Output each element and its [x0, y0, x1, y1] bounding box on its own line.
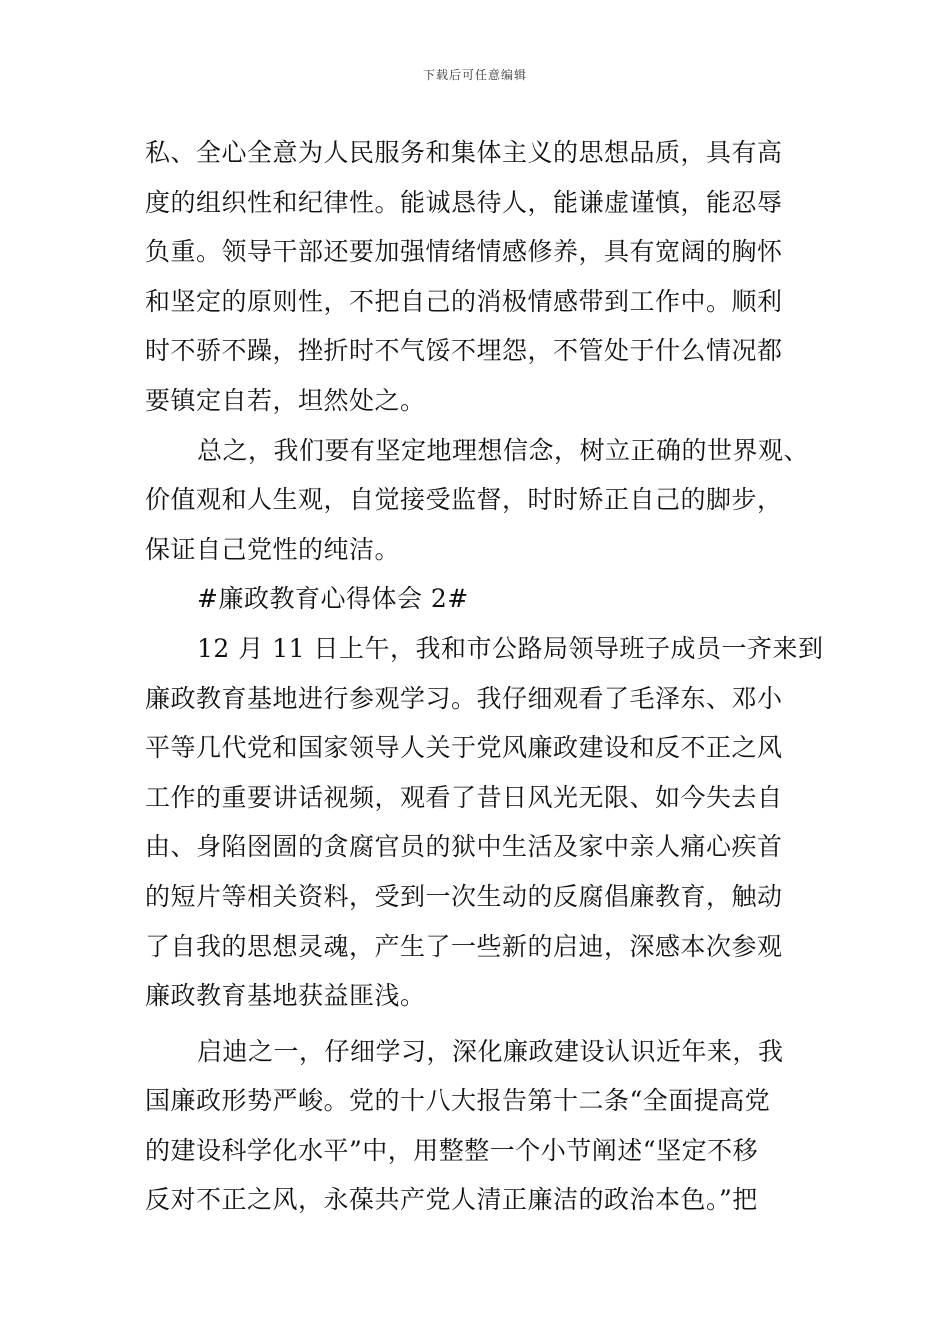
paragraph-4	[145, 1027, 835, 1225]
paragraph-1	[145, 128, 835, 426]
text-line: 了自我的思想灵魂，产生了一些新的启迪，深感本次参观	[145, 931, 783, 961]
document-body	[145, 128, 835, 1225]
text-line: 启迪之一，仔细学习，深化廉政建设认识近年来，我	[197, 1036, 784, 1066]
text-line: 廉政教育基地获益匪浅。	[145, 981, 426, 1011]
text-line: 12 月 11 日上午，我和市公路局领导班子成员一齐来到	[197, 633, 824, 663]
text-line: 和坚定的原则性，不把自己的消极情感带到工作中。顺利	[145, 286, 783, 316]
text-line: 总之，我们要有坚定地理想信念，树立正确的世界观、	[197, 435, 810, 465]
text-line: 保证自己党性的纯洁。	[145, 534, 401, 564]
text-line: 私、全心全意为人民服务和集体主义的思想品质，具有高	[145, 138, 783, 167]
text-line: 由、身陷囹圄的贪腐官员的狱中生活及家中亲人痛心疾首	[145, 832, 783, 862]
text-line: 度的组织性和纪律性。能诚恳待人，能谦虚谨慎，能忍辱	[145, 187, 783, 217]
text-line: 价值观和人生观，自觉接受监督，时时矫正自己的脚步，	[145, 485, 783, 515]
paragraph-2	[145, 426, 835, 575]
text-line: 国廉政形势严峻。党的十八大报告第十二条“全面提高党	[145, 1086, 771, 1116]
text-line: 负重。领导干部还要加强情绪情感修养，具有宽阔的胸怀	[145, 237, 783, 267]
text-line: 平等几代党和国家领导人关于党风廉政建设和反不正之风	[145, 733, 783, 763]
header-note: 下载后可任意编辑	[422, 68, 527, 82]
section-heading: #廉政教育心得体会 2#	[197, 584, 469, 614]
text-line: 的建设科学化水平”中，用整整一个小节阐述“坚定不移	[145, 1135, 759, 1165]
text-line: 的短片等相关资料，受到一次生动的反腐倡廉教育，触动	[145, 881, 783, 911]
text-line: 反对不正之风，永葆共产党人清正廉洁的政治本色。”把	[145, 1185, 758, 1215]
text-line: 要镇定自若，坦然处之。	[145, 385, 426, 415]
text-line: 工作的重要讲话视频，观看了昔日风光无限、如今失去自	[145, 782, 783, 812]
paragraph-3	[145, 624, 835, 1021]
text-line: 时不骄不躁，挫折时不气馁不埋怨，不管处于什么情况都	[145, 336, 783, 366]
text-line: 廉政教育基地进行参观学习。我仔细观看了毛泽东、邓小	[145, 683, 783, 713]
